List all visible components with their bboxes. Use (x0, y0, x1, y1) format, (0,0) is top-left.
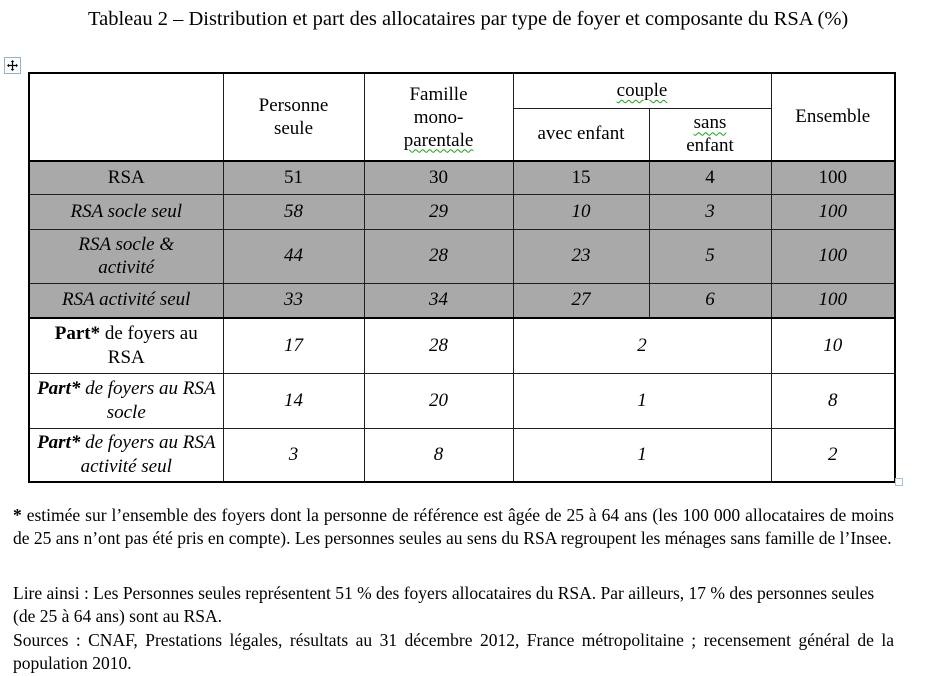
cell-activite-seul-ensemble[interactable]: 100 (771, 283, 895, 318)
table-row-part-rsa-activite-seul (29, 428, 895, 482)
cell-rsa-avec-enfant[interactable]: 15 (513, 161, 649, 194)
col-header-avec-enfant[interactable]: avec enfant (513, 108, 649, 161)
header-line: Famille (409, 83, 468, 105)
cell-socle-activite-ensemble[interactable]: 100 (771, 229, 895, 283)
cell-part-activite-personne[interactable]: 3 (223, 428, 364, 482)
cell-part-socle-couple[interactable]: 1 (513, 373, 771, 428)
header-line-spellcheck: sans (693, 112, 727, 134)
cell-activite-seul-personne[interactable]: 33 (223, 283, 364, 318)
cell-socle-seul-personne[interactable]: 58 (223, 194, 364, 229)
corner-empty-cell[interactable] (29, 73, 223, 161)
cell-part-rsa-famille[interactable]: 28 (364, 318, 513, 373)
row-label-rsa-socle-activite[interactable] (29, 229, 223, 283)
table-resize-handle[interactable] (895, 478, 903, 486)
col-header-ensemble[interactable]: Ensemble (771, 73, 895, 161)
cell-socle-seul-famille[interactable]: 29 (364, 194, 513, 229)
row-label-rsa[interactable]: RSA (29, 161, 223, 194)
cell-part-activite-couple[interactable]: 1 (513, 428, 771, 482)
header-line: seule (273, 118, 314, 139)
header-line: mono- (413, 106, 464, 128)
cell-part-rsa-couple[interactable]: 2 (513, 318, 771, 373)
footnote-text: estimée sur l’ensemble des foyers dont la personne de référence est âgée de 25 à 64 ans (les 100 000 allocataires de moins de 25 ans n’ont pas été pris en compte). Les personnes seules au sens du RSA regroupent les ménages sans famille de l’Insee. (13, 504, 894, 548)
col-header-famille-monoparentale[interactable] (364, 73, 513, 161)
cell-activite-seul-famille[interactable]: 34 (364, 283, 513, 318)
table-footnote[interactable] (13, 504, 894, 551)
table-title[interactable]: Tableau 2 – Distribution et part des allocataires par type de foyer et composante du RSA (%) (88, 8, 849, 30)
row-label-part-rsa-socle[interactable] (29, 373, 223, 428)
label-line: activité (98, 257, 155, 278)
cell-socle-activite-personne[interactable]: 44 (223, 229, 364, 283)
table-row-rsa-activite-seul (29, 283, 895, 318)
label-rest: de foyers au RSA activité seul (80, 431, 216, 477)
col-header-personne-seule[interactable] (223, 73, 364, 161)
cell-rsa-sans-enfant[interactable]: 4 (649, 161, 771, 194)
cell-part-socle-personne[interactable]: 14 (223, 373, 364, 428)
table-row-part-rsa (29, 318, 895, 373)
cell-part-rsa-ensemble[interactable]: 10 (771, 318, 895, 373)
cell-activite-seul-sans-enfant[interactable]: 6 (649, 283, 771, 318)
cell-socle-activite-famille[interactable]: 28 (364, 229, 513, 283)
cell-part-activite-famille[interactable]: 8 (364, 428, 513, 482)
table-move-icon (7, 60, 18, 71)
row-label-part-rsa[interactable] (29, 318, 223, 373)
rsa-table (28, 72, 896, 483)
footnote-asterisk: * (13, 504, 22, 525)
row-label-part-rsa-activite-seul[interactable] (29, 428, 223, 482)
table-row-rsa-socle-seul (29, 194, 895, 229)
col-header-couple[interactable] (513, 73, 771, 108)
label-line: RSA socle & (78, 234, 175, 255)
cell-socle-seul-ensemble[interactable]: 100 (771, 194, 895, 229)
cell-socle-seul-avec-enfant[interactable]: 10 (513, 194, 649, 229)
cell-socle-seul-sans-enfant[interactable]: 3 (649, 194, 771, 229)
cell-rsa-ensemble[interactable]: 100 (771, 161, 895, 194)
table-row-rsa-socle-activite (29, 229, 895, 283)
couple-label-spellcheck: couple (616, 79, 668, 101)
cell-part-rsa-personne[interactable]: 17 (223, 318, 364, 373)
label-rest: de foyers au RSA (100, 322, 198, 368)
label-bold-part: Part* (37, 377, 81, 399)
cell-rsa-famille[interactable]: 30 (364, 161, 513, 194)
table-row-rsa (29, 161, 895, 194)
cell-part-socle-ensemble[interactable]: 8 (771, 373, 895, 428)
cell-socle-activite-avec-enfant[interactable]: 23 (513, 229, 649, 283)
header-line-spellcheck: parentale (403, 129, 474, 151)
sources-note[interactable]: Sources : CNAF, Prestations légales, résultats au 31 décembre 2012, France métropolitaine ; recensement général de la population 2010. (13, 629, 894, 673)
cell-activite-seul-avec-enfant[interactable]: 27 (513, 283, 649, 318)
label-rest: de foyers au RSA socle (80, 377, 216, 423)
row-label-rsa-socle-seul[interactable]: RSA socle seul (29, 194, 223, 229)
header-line: enfant (686, 135, 734, 157)
row-label-rsa-activite-seul[interactable]: RSA activité seul (29, 283, 223, 318)
cell-part-activite-ensemble[interactable]: 2 (771, 428, 895, 482)
reading-note[interactable]: Lire ainsi : Les Personnes seules représentent 51 % des foyers allocataires du RSA. Par ailleurs, 17 % des personnes seules (de 25 à 64 ans) sont au RSA. (13, 582, 875, 626)
header-row-1 (29, 73, 895, 108)
cell-part-socle-famille[interactable]: 20 (364, 373, 513, 428)
table-row-part-rsa-socle (29, 373, 895, 428)
cell-socle-activite-sans-enfant[interactable]: 5 (649, 229, 771, 283)
cell-rsa-personne[interactable]: 51 (223, 161, 364, 194)
label-bold-part: Part* (37, 431, 81, 453)
label-bold-part: Part* (54, 322, 101, 344)
header-line: Personne (258, 95, 329, 116)
table-move-handle[interactable] (4, 57, 21, 74)
col-header-sans-enfant[interactable] (649, 108, 771, 161)
